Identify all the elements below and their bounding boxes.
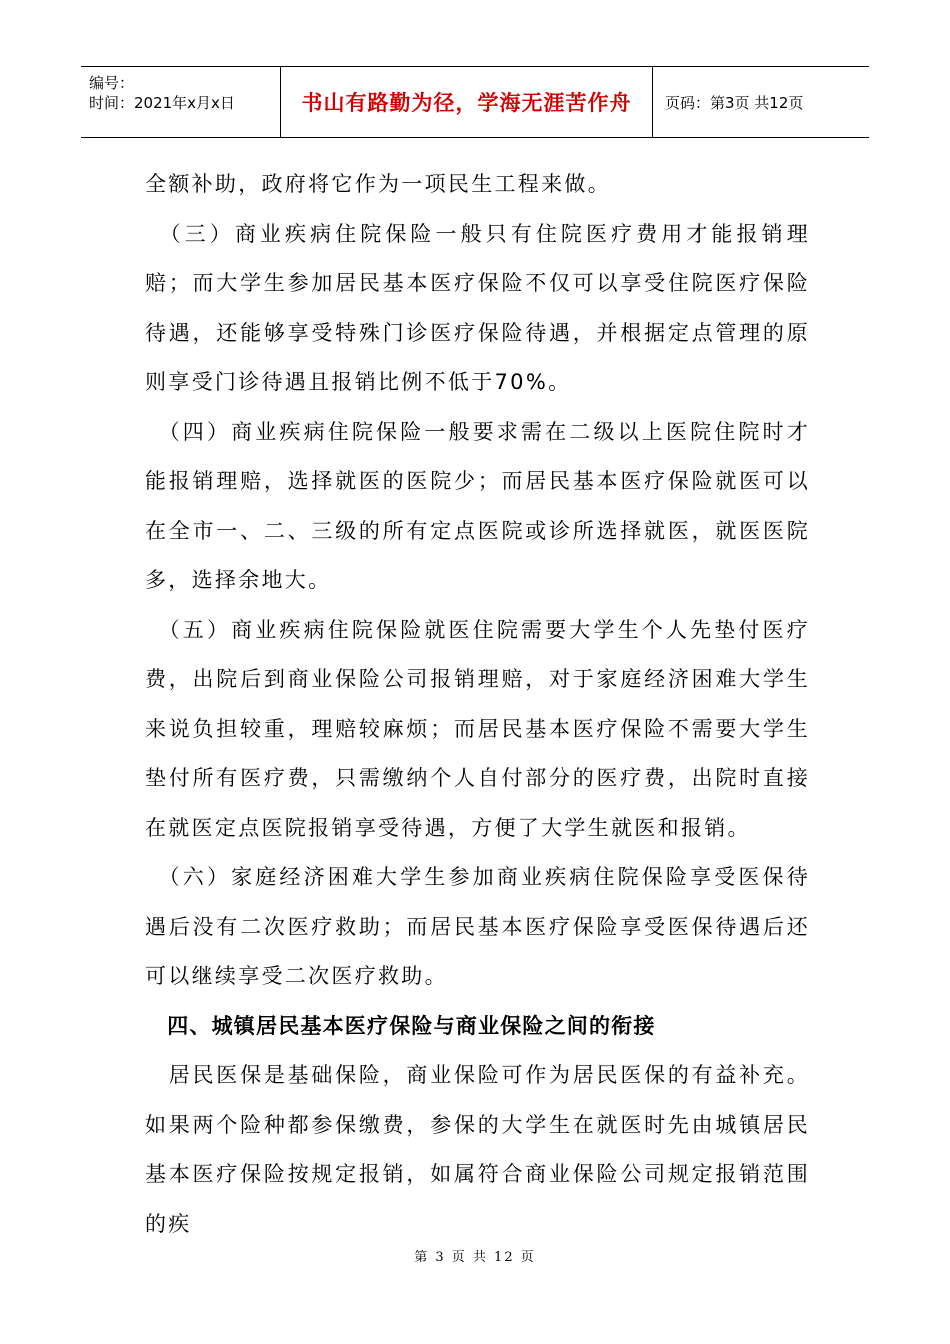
header-motto: 书山有路勤为径，学海无涯苦作舟 bbox=[281, 67, 653, 137]
body-paragraph: 居民医保是基础保险，商业保险可作为居民医保的有益补充。如果两个险种都参保缴费，参保的大学生在就医时先由城镇居民基本医疗保险按规定报销，如属符合商业保险公司规定报销范围的疾 bbox=[145, 1063, 810, 1236]
section-heading: 四、城镇居民基本医疗保险与商业保险之间的衔接 bbox=[145, 1013, 656, 1038]
body-paragraph: （六）家庭经济困难大学生参加商业疾病住院保险享受医保待遇后没有二次医疗救助；而居民基本医疗保险享受医保待遇后还可以继续享受二次医疗救助。 bbox=[145, 865, 810, 988]
body-paragraph: （五）商业疾病住院保险就医住院需要大学生个人先垫付医疗费，出院后到商业保险公司报销理赔，对于家庭经济困难大学生来说负担较重，理赔较麻烦；而居民基本医疗保险不需要大学生垫付所有医疗费，只需缴纳个人自付部分的医疗费，出院时直接在就医定点医院报销享受待遇，方便了大学生就医和报销。 bbox=[145, 617, 810, 840]
document-body bbox=[145, 160, 810, 1249]
header-meta bbox=[81, 67, 281, 137]
doc-number-label: 编号： bbox=[89, 74, 135, 92]
doc-time-label: 时间：2021年x月x日 bbox=[89, 94, 235, 112]
page-header bbox=[81, 66, 869, 138]
page-footer: 第 3 页 共 12 页 bbox=[414, 1250, 536, 1265]
body-paragraph: （四）商业疾病住院保险一般要求需在二级以上医院住院时才能报销理赔，选择就医的医院少；而居民基本医疗保险就医可以在全市一、二、三级的所有定点医院或诊所选择就医，就医医院多，选择余地大。 bbox=[145, 419, 810, 592]
body-paragraph: 全额补助，政府将它作为一项民生工程来做。 bbox=[145, 172, 611, 196]
body-paragraph: （三）商业疾病住院保险一般只有住院医疗费用才能报销理赔；而大学生参加居民基本医疗保险不仅可以享受住院医疗保险待遇，还能够享受特殊门诊医疗保险待遇，并根据定点管理的原则享受门诊待遇且报销比例不低于70%。 bbox=[145, 221, 810, 394]
header-page-info: 页码：第3页 共12页 bbox=[665, 93, 804, 112]
